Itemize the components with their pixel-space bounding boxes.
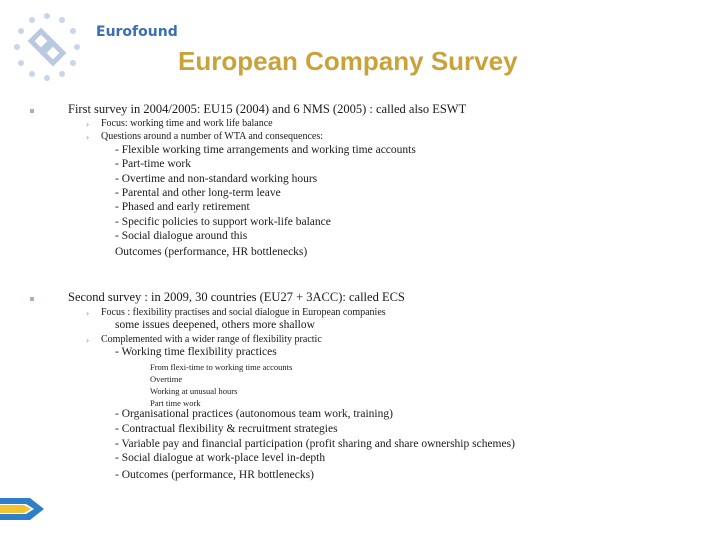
bullet-marker [30,297,34,301]
list-item: - Working time flexibility practices [115,346,277,358]
sub-bullet-icon: › [86,120,90,129]
list-item: - Parental and other long-term leave [115,187,281,199]
list-item: - Social dialogue around this [115,230,248,242]
sub-bullet-icon: › [86,309,90,318]
list-item: - Contractual flexibility & recruitment strategies [115,423,338,435]
sub-bullet-icon: › [86,133,90,142]
logo-text: Eurofound [96,24,178,40]
section2-sub: Complemented with a wider range of flexibility practic [101,334,322,345]
list-item: Outcomes (performance, HR bottlenecks) [115,246,308,258]
section2-sub-cont: some issues deepened, others more shallow [115,319,315,331]
section1-sub: Questions around a number of WTA and consequences: [101,131,324,142]
list-item: - Organisational practices (autonomous team work, training) [115,408,393,420]
list-item: - Part-time work [115,158,192,170]
list-item: - Social dialogue at work-place level in-depth [115,452,326,464]
decorative-arrow-icon [0,494,50,529]
list-item: - Specific policies to support work-life balance [115,216,331,228]
small-list-item: Working at unusual hours [150,386,238,396]
section2-heading: Second survey : in 2009, 30 countries (EU27 + 3ACC): called ECS [68,290,405,304]
bullet-marker [30,109,34,113]
section1-heading: First survey in 2004/2005: EU15 (2004) and 6 NMS (2005) : called also ESWT [68,102,467,116]
list-item: - Variable pay and financial participation (profit sharing and share ownership schemes) [115,438,515,450]
section1-sub: Focus: working time and work life balance [101,118,273,129]
list-item: - Overtime and non-standard working hours [115,173,318,185]
list-item: - Flexible working time arrangements and working time accounts [115,144,416,156]
small-list-item: Part time work [150,398,201,408]
small-list-item: Overtime [150,374,183,384]
sub-bullet-icon: › [86,336,90,345]
page-title: European Company Survey [178,46,518,76]
list-item: - Outcomes (performance, HR bottlenecks) [115,469,314,481]
section2-sub: Focus : flexibility practises and social dialogue in European companies [101,307,386,318]
list-item: - Phased and early retirement [115,201,250,213]
small-list-item: From flexi-time to working time accounts [150,362,293,372]
